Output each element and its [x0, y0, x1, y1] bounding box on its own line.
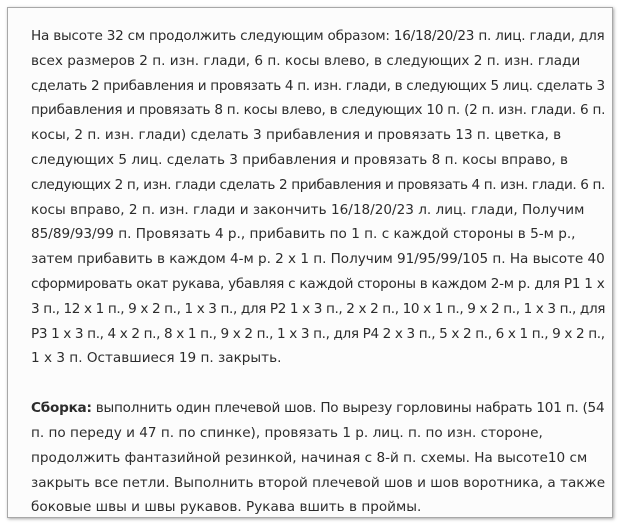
- text-line: косы вправо, 2 п. изн. глади и закончить 16/18/20/23 л. лиц. глади, Получим: [31, 201, 585, 218]
- text-line: закрыть все петли. Выполнить второй плечевой шов и шов воротника, а также: [31, 474, 606, 491]
- text-line: 85/89/93/99 п. Провязать 4 р., прибавить по 1 п. с каждой стороны в 5-м р.,: [31, 226, 576, 243]
- paragraph-assembly: [31, 396, 605, 520]
- text-line: следующих 5 лиц. сделать 3 прибавления и провязать 8 п. косы вправо, в: [31, 151, 569, 168]
- text-line: На высоте 32 см продолжить следующим образом: 16/18/20/23 п. лиц. глади, для: [31, 28, 605, 44]
- text-line: 3 п., 12 х 1 п., 9 х 2 п., 1 х 3 п., для Р2 1 х 3 п., 2 х 2 п., 10 х 1 п., 9 х 2 п., 1 х 3 п., для: [31, 300, 606, 317]
- text-line: следующих 2 п, изн. глади сделать 2 прибавления и провязать 4 п. изн. глади. 6 п.: [31, 176, 605, 193]
- assembly-first-line: выполнить один плечевой шов. По вырезу горловины набрать 101 п. (54: [91, 400, 605, 417]
- text-line: продолжить фантазийной резинкой, начиная с 8-й п. схемы. На высоте10 см: [31, 449, 588, 466]
- text-line: [31, 396, 605, 421]
- document-text: [31, 24, 605, 520]
- text-line: 1 х 3 п. Оставшиеся 19 п. закрыть.: [31, 350, 282, 367]
- text-line: всех размеров 2 п. изн. глади, 6 п. косы влево, в следующих 2 п. изн. глади: [31, 52, 581, 69]
- text-line: п. по переду и 47 п. по спинке), провязать 1 р. лиц. п. по изн. стороне,: [31, 424, 543, 441]
- text-line: боковые швы и швы рукавов. Рукава вшить в проймы.: [31, 499, 422, 516]
- text-line: сделать 2 прибавления и провязать 4 п. изн. глади, в следующих 5 лиц. сделать 3: [31, 77, 605, 94]
- document-panel: [7, 7, 613, 518]
- text-line: прибавления и провязать 8 п. косы влево, в следующих 10 п. (2 п. изн. глади. 6 п.: [31, 102, 606, 119]
- assembly-label: Сборка:: [31, 400, 92, 417]
- paragraph-sleeve-instructions: [31, 24, 605, 371]
- text-line: затем прибавить в каждом 4-м р. 2 х 1 п. Получим 91/95/99/105 п. На высоте 40: [31, 251, 605, 268]
- text-line: косы, 2 п. изн. глади) сделать 3 прибавления и провязать 13 п. цветка, в: [31, 127, 562, 144]
- text-line: Р3 1 х 3 п., 4 х 2 п., 8 х 1 п., 9 х 2 п., 1 х 3 п., для Р4 2 х 3 п., 5 х 2 п., 6 х 1 п., 9 х 2 п.,: [31, 325, 605, 342]
- text-line: сформировать окат рукава, убавляя с каждой стороны в каждом 2-м р. для Р1 1 х: [31, 275, 605, 292]
